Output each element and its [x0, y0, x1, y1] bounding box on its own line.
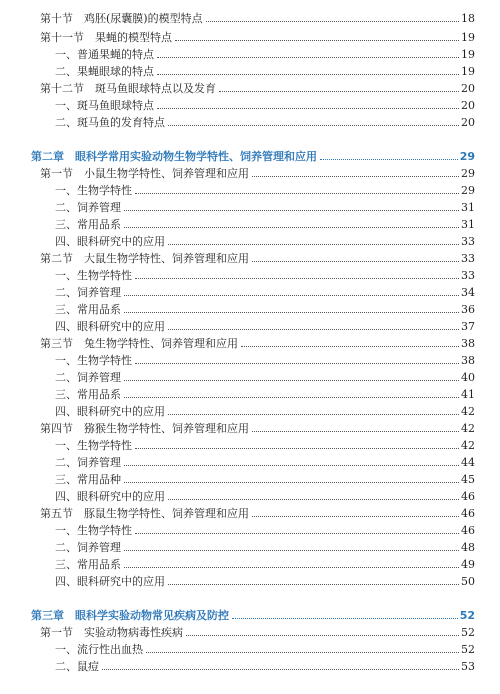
dot-leader: [157, 74, 459, 75]
toc-page-number: 19: [461, 31, 475, 44]
dot-leader: [124, 380, 459, 381]
toc-page-number: 52: [459, 609, 475, 622]
toc-page-number: 46: [461, 524, 475, 537]
toc-section-row: [0, 333, 500, 350]
toc-entry-title: 三、常用品系: [55, 558, 121, 571]
dot-leader: [232, 618, 458, 619]
toc-section-row: [0, 248, 500, 265]
toc-entry-title: 二、果蝇眼球的特点: [55, 65, 154, 78]
toc-entry-title: 二、饲养管理: [55, 286, 121, 299]
toc-section-row: [0, 163, 500, 180]
toc-entry-title: 第十节 鸡胚(尿囊膜)的模型特点: [40, 12, 203, 25]
dot-leader: [135, 193, 459, 194]
toc-item-row: [0, 656, 500, 673]
toc-chapter-row: [0, 605, 500, 622]
toc-page-number: 42: [461, 405, 475, 418]
toc-page-number: 36: [461, 303, 475, 316]
toc-entry-title: 一、生物学特性: [55, 439, 132, 452]
toc-page-number: 19: [461, 65, 475, 78]
toc-item-row: [0, 112, 500, 129]
toc-entry-title: 二、饲养管理: [55, 456, 121, 469]
toc-page-number: 45: [461, 473, 475, 486]
toc-entry-title: 第三章 眼科学实验动物常见疾病及防控: [31, 609, 229, 622]
toc-entry-title: 二、饲养管理: [55, 371, 121, 384]
toc-entry-title: 第三节 兔生物学特性、饲养管理和应用: [40, 337, 238, 350]
toc-entry-title: 三、常用品系: [55, 388, 121, 401]
toc-item-row: [0, 231, 500, 248]
toc-page-number: 29: [459, 150, 475, 163]
toc-entry-title: 第四节 猕猴生物学特性、饲养管理和应用: [40, 422, 249, 435]
dot-leader: [124, 295, 459, 296]
toc-page-number: 31: [461, 201, 475, 214]
toc-item-row: [0, 435, 500, 452]
toc-page-number: 50: [461, 575, 475, 588]
toc-item-row: [0, 282, 500, 299]
dot-leader: [241, 346, 459, 347]
toc-page-number: 18: [461, 12, 475, 25]
toc-page-number: 20: [461, 82, 475, 95]
dot-leader: [168, 329, 459, 330]
toc-entry-title: 一、生物学特性: [55, 269, 132, 282]
toc-entry-title: 四、眼科研究中的应用: [55, 405, 165, 418]
toc-section-row: [0, 78, 500, 95]
toc-entry-title: 一、生物学特性: [55, 354, 132, 367]
dot-leader: [186, 635, 459, 636]
toc-section-row: [0, 622, 500, 639]
toc-item-row: [0, 639, 500, 656]
toc-item-row: [0, 384, 500, 401]
toc-section-row: [0, 503, 500, 520]
toc-item-row: [0, 520, 500, 537]
toc-entry-title: 一、流行性出血热: [55, 643, 143, 656]
toc-page-number: 19: [461, 48, 475, 61]
toc-page-number: 42: [461, 439, 475, 452]
toc-page-number: 33: [461, 269, 475, 282]
dot-leader: [135, 363, 459, 364]
dot-leader: [102, 669, 459, 670]
toc-item-row: [0, 367, 500, 384]
toc-entry-title: 二、饲养管理: [55, 201, 121, 214]
toc-page-number: 34: [461, 286, 475, 299]
toc-page-number: 33: [461, 235, 475, 248]
toc-entry-title: 四、眼科研究中的应用: [55, 320, 165, 333]
toc-entry-title: 第一节 小鼠生物学特性、饲养管理和应用: [40, 167, 249, 180]
dot-leader: [168, 244, 459, 245]
toc-entry-title: 第二章 眼科学常用实验动物生物学特性、饲养管理和应用: [31, 150, 317, 163]
toc-entry-title: 一、斑马鱼眼球特点: [55, 99, 154, 112]
toc-entry-title: 二、斑马鱼的发育特点: [55, 116, 165, 129]
toc-page-number: 53: [461, 660, 475, 673]
dot-leader: [124, 397, 459, 398]
toc-page-number: 41: [461, 388, 475, 401]
toc-item-row: [0, 469, 500, 486]
toc-page-number: 52: [461, 643, 475, 656]
dot-leader: [252, 431, 459, 432]
toc-entry-title: 四、眼科研究中的应用: [55, 575, 165, 588]
dot-leader: [252, 516, 459, 517]
dot-leader: [175, 40, 459, 41]
toc-entry-title: 二、鼠痘: [55, 660, 99, 673]
toc-page-number: 33: [461, 252, 475, 265]
toc-entry-title: 一、生物学特性: [55, 184, 132, 197]
toc-page-number: 44: [461, 456, 475, 469]
toc-entry-title: 四、眼科研究中的应用: [55, 490, 165, 503]
toc-chapter-row: [0, 146, 500, 163]
toc-item-row: [0, 197, 500, 214]
toc-entry-title: 第十二节 斑马鱼眼球特点以及发育: [40, 82, 216, 95]
toc-section-row: [0, 418, 500, 435]
toc-page-number: 52: [461, 626, 475, 639]
dot-leader: [124, 210, 459, 211]
toc-item-row: [0, 350, 500, 367]
toc-item-row: [0, 486, 500, 503]
toc-item-row: [0, 316, 500, 333]
toc-item-row: [0, 299, 500, 316]
dot-leader: [124, 482, 459, 483]
toc-item-row: [0, 554, 500, 571]
dot-leader: [320, 159, 458, 160]
toc-item-row: [0, 180, 500, 197]
dot-leader: [124, 227, 459, 228]
dot-leader: [157, 57, 459, 58]
toc-page-number: 29: [461, 184, 475, 197]
toc-entry-title: 第五节 豚鼠生物学特性、饲养管理和应用: [40, 507, 249, 520]
toc-page-number: 46: [461, 507, 475, 520]
toc-page-number: 20: [461, 116, 475, 129]
dot-leader: [124, 312, 459, 313]
toc-entry-title: 三、常用品系: [55, 303, 121, 316]
toc-entry-title: 二、饲养管理: [55, 541, 121, 554]
toc-entry-title: 三、常用品系: [55, 218, 121, 231]
toc-section-row: [0, 27, 500, 44]
toc-entry-title: 第一节 实验动物病毒性疾病: [40, 626, 183, 639]
toc-page-number: 42: [461, 422, 475, 435]
toc-item-row: [0, 452, 500, 469]
dot-leader: [206, 21, 459, 22]
dot-leader: [168, 414, 459, 415]
dot-leader: [252, 176, 459, 177]
toc-item-row: [0, 265, 500, 282]
toc-page-number: 38: [461, 337, 475, 350]
toc-item-row: [0, 214, 500, 231]
toc-item-row: [0, 95, 500, 112]
toc-item-row: [0, 537, 500, 554]
toc-page-number: 29: [461, 167, 475, 180]
dot-leader: [135, 448, 459, 449]
dot-leader: [146, 652, 459, 653]
toc-page-number: 37: [461, 320, 475, 333]
toc-page-number: 46: [461, 490, 475, 503]
toc-entry-title: 三、常用品种: [55, 473, 121, 486]
dot-leader: [135, 278, 459, 279]
toc-item-row: [0, 61, 500, 78]
toc-item-row: [0, 44, 500, 61]
dot-leader: [124, 465, 459, 466]
toc-entry-title: 四、眼科研究中的应用: [55, 235, 165, 248]
toc-page-number: 31: [461, 218, 475, 231]
toc-entry-title: 一、普通果蝇的特点: [55, 48, 154, 61]
toc-page-number: 40: [461, 371, 475, 384]
dot-leader: [219, 91, 459, 92]
dot-leader: [135, 533, 459, 534]
dot-leader: [252, 261, 459, 262]
dot-leader: [168, 125, 459, 126]
dot-leader: [168, 584, 459, 585]
toc-page-number: 20: [461, 99, 475, 112]
toc-entry-title: 第十一节 果蝇的模型特点: [40, 31, 172, 44]
dot-leader: [157, 108, 459, 109]
toc-page-number: 48: [461, 541, 475, 554]
toc-page-number: 38: [461, 354, 475, 367]
toc-entry-title: 第二节 大鼠生物学特性、饲养管理和应用: [40, 252, 249, 265]
toc-page-number: 49: [461, 558, 475, 571]
dot-leader: [124, 567, 459, 568]
dot-leader: [168, 499, 459, 500]
dot-leader: [124, 550, 459, 551]
toc-section-row: [0, 8, 500, 25]
toc-item-row: [0, 401, 500, 418]
toc-item-row: [0, 571, 500, 588]
toc-entry-title: 一、生物学特性: [55, 524, 132, 537]
